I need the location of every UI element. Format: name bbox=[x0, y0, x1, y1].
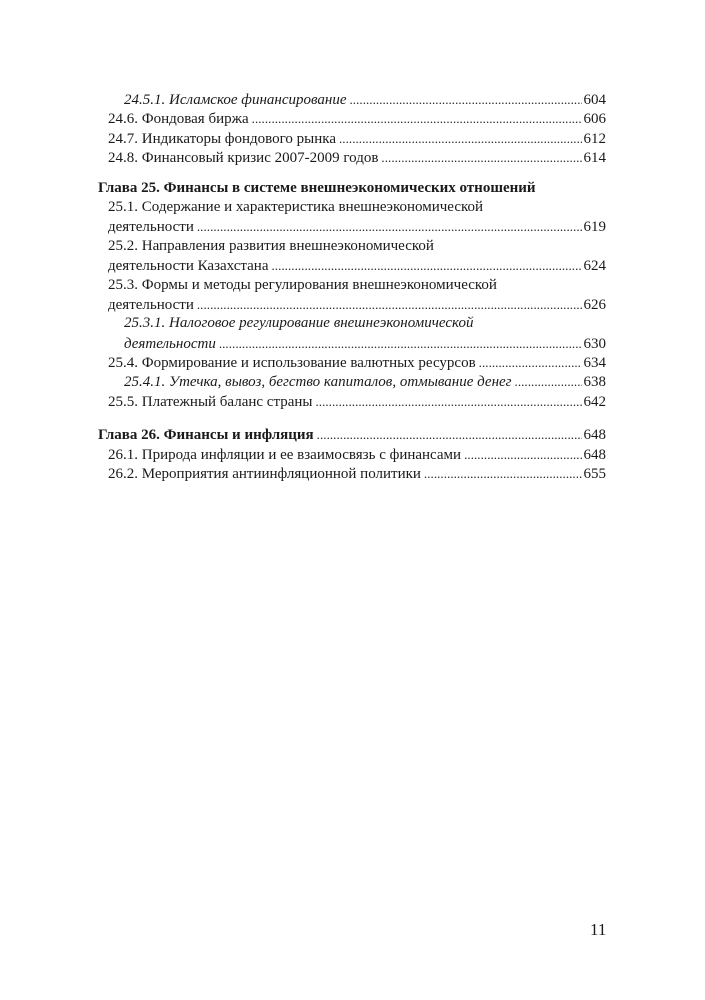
toc-entry-continuation: деятельности . . . 619 bbox=[98, 217, 606, 236]
toc-entry: 26.2. Мероприятия антиинфляционной политики . . . 655 bbox=[98, 464, 606, 483]
toc-entry: 24.6. Фондовая биржа . . . 606 bbox=[98, 109, 606, 128]
chapter-heading: Глава 25. Финансы в системе внешнеэкономических отношений bbox=[98, 179, 536, 196]
chapter-heading: Глава 26. Финансы и инфляция . . . 648 bbox=[98, 425, 606, 444]
toc-entry: 25.5. Платежный баланс страны . . . 642 bbox=[98, 392, 606, 411]
toc-entry: 25.1. Содержание и характеристика внешнеэкономической bbox=[108, 198, 484, 215]
toc-entry: 24.8. Финансовый кризис 2007-2009 годов . . . 614 bbox=[98, 148, 606, 167]
toc-entry: 24.5.1. Исламское финансирование . . . 604 bbox=[98, 90, 606, 109]
toc-entry-continuation: деятельности . . . 630 bbox=[98, 334, 606, 353]
toc-entry: 24.7. Индикаторы фондового рынка . . . 612 bbox=[98, 129, 606, 148]
toc-entry: 25.2. Направления развития внешнеэкономической bbox=[108, 237, 434, 254]
toc-entry: 25.4. Формирование и использование валютных ресурсов . . . 634 bbox=[98, 353, 606, 372]
page-number: 11 bbox=[590, 920, 607, 939]
toc-entry: 26.1. Природа инфляции и ее взаимосвязь с финансами . . . 648 bbox=[98, 445, 606, 464]
table-of-contents bbox=[98, 90, 606, 483]
toc-entry-continuation: деятельности . . . 626 bbox=[98, 295, 606, 314]
toc-entry: 25.4.1. Утечка, вывоз, бегство капиталов, отмывание денег . . . 638 bbox=[98, 372, 606, 391]
toc-entry-continuation: деятельности Казахстана . . . 624 bbox=[98, 256, 606, 275]
toc-entry: 25.3. Формы и методы регулирования внешнеэкономической bbox=[108, 276, 497, 293]
toc-entry: 25.3.1. Налоговое регулирование внешнеэкономической bbox=[124, 315, 474, 332]
